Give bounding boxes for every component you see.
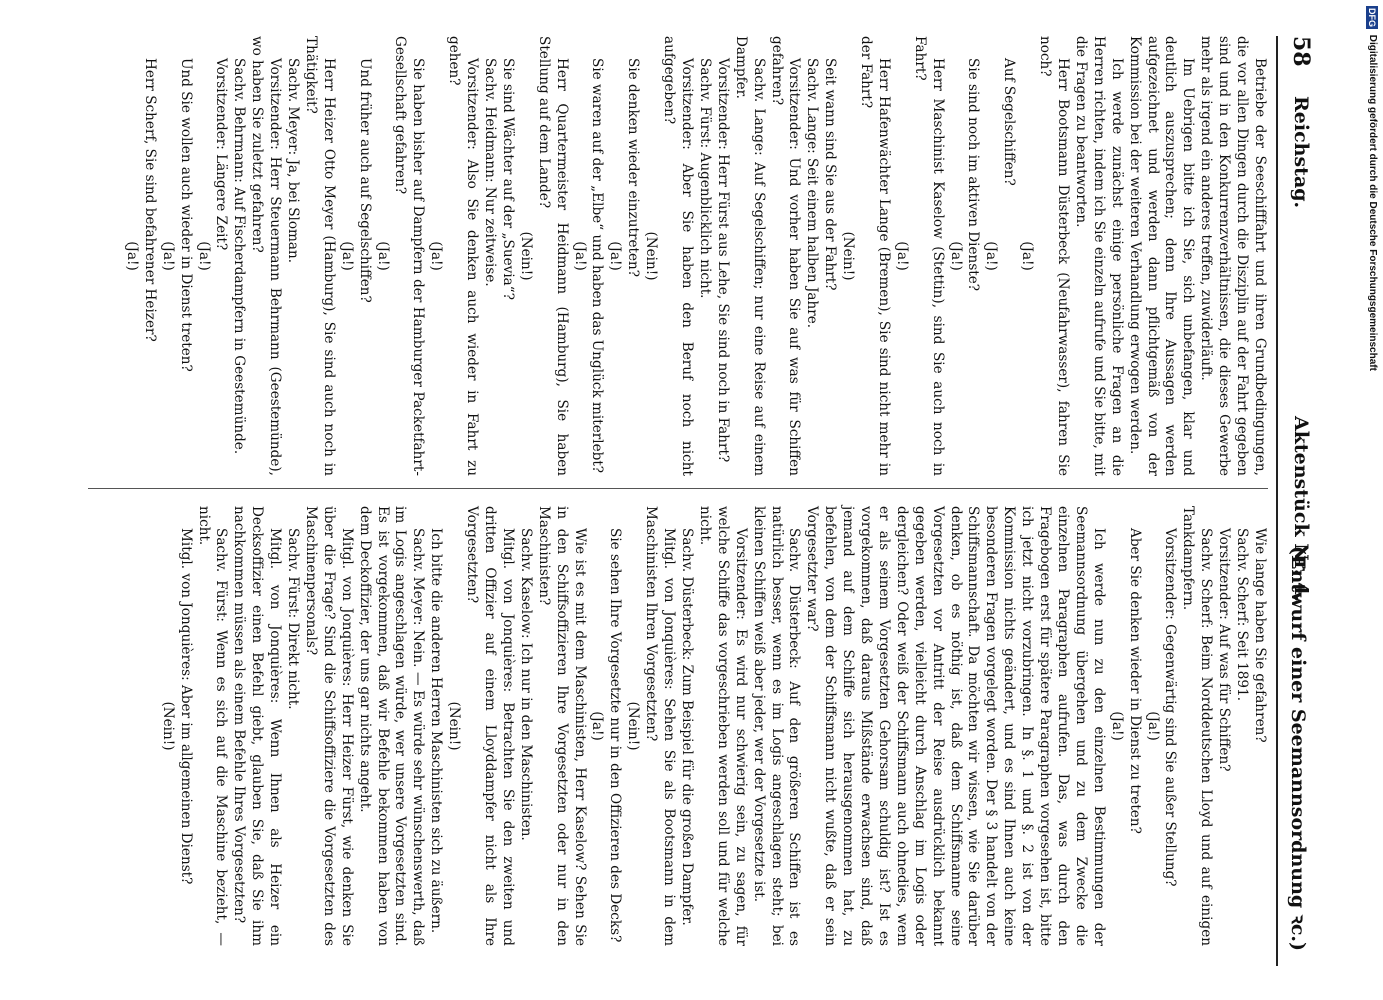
paragraph: Wie ist es mit dem Maschinisten, Herr Kaselow? Sehen Sie in den Schiffsoffizieren Ihre Vorgesetzten oder nur in den Maschinisten? (535, 506, 588, 946)
header-rule (1276, 36, 1278, 966)
paragraph: Ich bitte die anderen Herren Maschinisten sich zu äußern. (428, 528, 445, 934)
paragraph: Sie sind noch im aktiven Dienste? (965, 58, 982, 292)
header-title: Aktenstück Nr. 4. (1290, 416, 1312, 602)
paragraph: Sie sehen Ihre Vorgesetzte nur in den Offizieren des Decks? (607, 528, 624, 943)
paragraph: (Nein!) (159, 701, 176, 751)
paragraph: Aber Sie denken wieder in Dienst zu treten? (1126, 528, 1143, 834)
paragraph: Sachv. Meyer: Nein. — Es würde sehr wünschenswerth, daß im Logis angeschlagen würde, wer unsere Vorgesetzten sind. Es ist vorgekommen, daß wir Befehle bekommen haben von dem Deckoffizier, der uns gar nichts angeht. (356, 506, 427, 946)
paragraph: (Ja!) (571, 241, 588, 271)
paragraph: Im Uebrigen bitte ich Sie, sich unbefangen, klar und deutlich auszusprechen; denn Ihre Aussagen werden aufgezeichnet und werden dann pflichtgemäß von der Kommission bei der weiteren Verhandlung erwogen werden. (1126, 36, 1197, 476)
side-note-text: Digitalisierung gefördert durch die Deutsche Forschungsgemeinschaft (1367, 34, 1378, 371)
paragraph: Vorsitzender: Auf was für Schiffen? (1216, 528, 1233, 772)
paragraph: Ich werde zunächst einige persönliche Fragen an die Herren richten, indem ich Sie einzeln aufrufe und Sie bitte, mit die Fragen zu beantworten. (1072, 36, 1125, 476)
paragraph: Vorsitzender: Gegenwärtig sind Sie außer Stellung? (1162, 528, 1179, 887)
paragraph: (Ja!) (338, 241, 355, 271)
paragraph: (Ja!) (607, 241, 624, 271)
paragraph: Vorsitzender: Und vorher haben Sie auf was für Schiffen gefahren? (768, 36, 803, 476)
column-separator (88, 488, 1268, 489)
paragraph: Sachv. Lange: Seit einem halben Jahre. (804, 58, 821, 329)
paragraph: (Ja!) (1019, 241, 1036, 271)
paragraph: (Ja!) (1144, 711, 1161, 741)
paragraph: Sie haben bisher auf Dampfern der Hamburger Packetfahrt-Gesellschaft gefahren? (392, 36, 427, 476)
paragraph: Sachv. Heidmann: Nur zeitweise. (482, 58, 499, 287)
paragraph: Sachv. Scherf: Seit 1891. (1234, 528, 1251, 702)
paragraph: Herr Bootsmann Düsterbeck (Neufahrwasser), fahren Sie noch? (1037, 36, 1072, 476)
paragraph: Herr Scherf, Sie sind befahrener Heizer? (141, 58, 158, 342)
paragraph: Sachv. Kaselow: Ich nur in den Maschinisten. (517, 528, 534, 841)
paragraph: (Ja!) (893, 241, 910, 271)
paragraph: Mitgl. von Jonquières: Betrachten Sie den zweiten und dritten Offizier auf einem Lloyddampfer nicht als Ihre Vorgesetzten? (464, 506, 516, 946)
header-right: (Entwurf einer Seemannsordnung ꝛc.) (1287, 546, 1309, 951)
paragraph: (Ja!) (123, 241, 140, 271)
paragraph: Herr Quartermeister Heidmann (Hamburg), Sie haben Stellung auf dem Lande? (535, 36, 570, 476)
paragraph: (Nein!) (517, 231, 534, 281)
paragraph: Mitgl. von Jonquières: Sehen Sie als Bootsmann in dem Maschinisten Ihren Vorgesetzten? (643, 506, 678, 946)
paragraph: (Ja!) (159, 241, 176, 271)
paragraph: Sachv. Lange: Auf Segelschiffen; nur eine Reise auf einem Dampfer. (732, 36, 767, 476)
paragraph: Mitgl. von Jonquières: Wenn Ihnen als Heizer ein Decksoffizier einen Befehl giebt, glauben Sie, daß Sie ihm nachkommen müssen als einem Befehle Ihres Vorgesetzten? (231, 506, 284, 946)
paragraph: Sie denken wieder einzutreten? (625, 58, 642, 278)
right-column (158, 506, 1268, 946)
paragraph: Sachv. Fürst: Augenblicklich nicht. (696, 58, 713, 299)
paragraph: (Ja!) (428, 241, 445, 271)
paragraph: Ich werde nun zu den einzelnen Bestimmungen der Seemannsordnung übergehen und zu dem Zwecke die einzelnen Paragraphen aufrufen. Das, was durch den Fragebogen erst für spätere Paragraphen vorgesehen ist, bitte ich jetzt nicht vorzubringen. In §. 1 und §. 2 ist von der Kommission nichts geändert, und es sind Ihnen auch keine besonderen Fragen vorgelegt worden. Der § 3 handelt von der Schiffsmannschaft. Da möchten wir wissen, wie Sie darüber denken, ob es nöthig ist, daß dem Schiffsmanne seine Vorgesetzten vor Antritt der Reise ausdrücklich bekannt gegeben werden, vielleicht durch Anschlag im Logis oder dergleichen? Oder weiß der Schiffsmann auch ohnedies, wem er als seinem Vorgesetzten Gehorsam schuldig ist? Ist es vorgekommen, daß daraus Mißstände erwachsen sind, daß jemand auf dem Schiffe sich herausgenommen hat, zu befehlen, von dem der Schiffsmann nicht wußte, daß er sein Vorgesetzter war? (804, 506, 1107, 946)
paragraph: Sachv. Behrmann: Auf Fischerdampfern in Geestemünde. (231, 58, 248, 455)
left-column (122, 36, 1268, 476)
paragraph: (Nein!) (625, 701, 642, 751)
paragraph: (Nein!) (643, 231, 660, 281)
side-note (1366, 6, 1378, 371)
paragraph: Wie lange haben Sie gefahren? (1252, 528, 1268, 743)
paragraph: (Ja!) (374, 241, 391, 271)
paragraph: Und früher auch auf Segelschiffen? (356, 58, 373, 303)
paragraph: (Ja!) (589, 711, 606, 741)
paragraph: Sachv. Meyer: Ja, bei Sloman. (285, 58, 302, 264)
paragraph: Auf Segelschiffen? (1001, 58, 1018, 186)
paragraph: (Ja!) (947, 241, 964, 271)
paragraph: Herr Hafenwächter Lange (Bremen), Sie sind nicht mehr in der Fahrt? (858, 36, 892, 476)
paragraph: Seit wann sind Sie aus der Fahrt? (822, 58, 839, 291)
paragraph: Sachv. Düsterbeck: Zum Beispiel für die großen Dampfer. (679, 528, 695, 926)
paragraph: (Ja!) (983, 241, 1000, 271)
paragraph: Sie waren auf der „Elbe“ und haben das Unglück miterlebt? (589, 58, 606, 474)
paragraph: (Nein!) (840, 231, 857, 281)
paragraph: (Nein!) (446, 701, 463, 751)
rotated-document (64, 36, 1314, 966)
header-left: Reichstag. (1290, 96, 1312, 209)
paragraph: Sachv. Fürst: Wenn es sich auf die Maschine bezieht, — nicht. (195, 506, 230, 946)
paragraph: Sachv. Fürst: Direkt nicht. (285, 528, 302, 710)
paragraph: (Ja!) (1108, 711, 1125, 741)
paragraph: Vorsitzender: Aber Sie haben den Beruf noch nicht aufgegeben? (661, 36, 695, 476)
page-number: 58 (1288, 36, 1314, 67)
paragraph: (Ja!) (195, 241, 212, 271)
page-header (1278, 36, 1314, 966)
paragraph: Vorsitzender: Längere Zeit? (213, 58, 230, 251)
paragraph: Sachv. Scherf: Beim Norddeutschen Lloyd und auf einigen Tankdampfern. (1180, 506, 1215, 946)
paragraph: Sachv. Düsterbeck: Auf den größeren Schiffen ist es natürlich besser, wenn es im Logis angeschlagen steht; bei kleinen Schiffen weiß aber jeder, wer der Vorgesetzte ist. (750, 506, 803, 946)
dfg-logo: DFG (1367, 8, 1377, 27)
paragraph: Betriebe der Seeschifffahrt und ihren Grundbedingungen, die vor allen Dingen durch die Disziplin auf der Fahrt gegeben sind und in den Konkurrenzverhältnissen, die dieses Gewerbe mehr als irgend ein anderes treffen, zuwiderläuft. (1198, 36, 1268, 476)
paragraph: Mitgl. von Jonquières: Aber im allgemeinen Dienst? (177, 528, 194, 885)
paragraph: Vorsitzender: Herr Fürst aus Lehe, Sie sind noch in Fahrt? (714, 58, 731, 463)
paragraph: Mitgl. von Jonquières: Herr Heizer Fürst, wie denken Sie über die Frage? Sind die Schiffsoffiziere die Vorgesetzten des Maschinenpersonals? (302, 506, 355, 946)
paragraph: Vorsitzender: Es wird nur schwierig sein, zu sagen, für welche Schiffe das vorgeschrieben werden soll und für welche nicht. (696, 506, 749, 946)
paragraph: Herr Heizer Otto Meyer (Hamburg), Sie sind auch noch in Thätigkeit? (302, 36, 337, 476)
paragraph: Sie sind Wächter auf der „Suevia“? (499, 58, 516, 301)
paragraph: Vorsitzender: Herr Steuermann Behrmann (Geestemünde), wo haben Sie zuletzt gefahren? (249, 36, 284, 476)
paragraph: Und Sie wollen auch wieder in Dienst treten? (177, 58, 194, 372)
paragraph: Herr Maschinist Kaselow (Stettin), sind Sie auch noch in Fahrt? (911, 36, 946, 476)
paragraph: Vorsitzender: Also Sie denken auch wieder in Fahrt zu gehen? (446, 36, 481, 476)
